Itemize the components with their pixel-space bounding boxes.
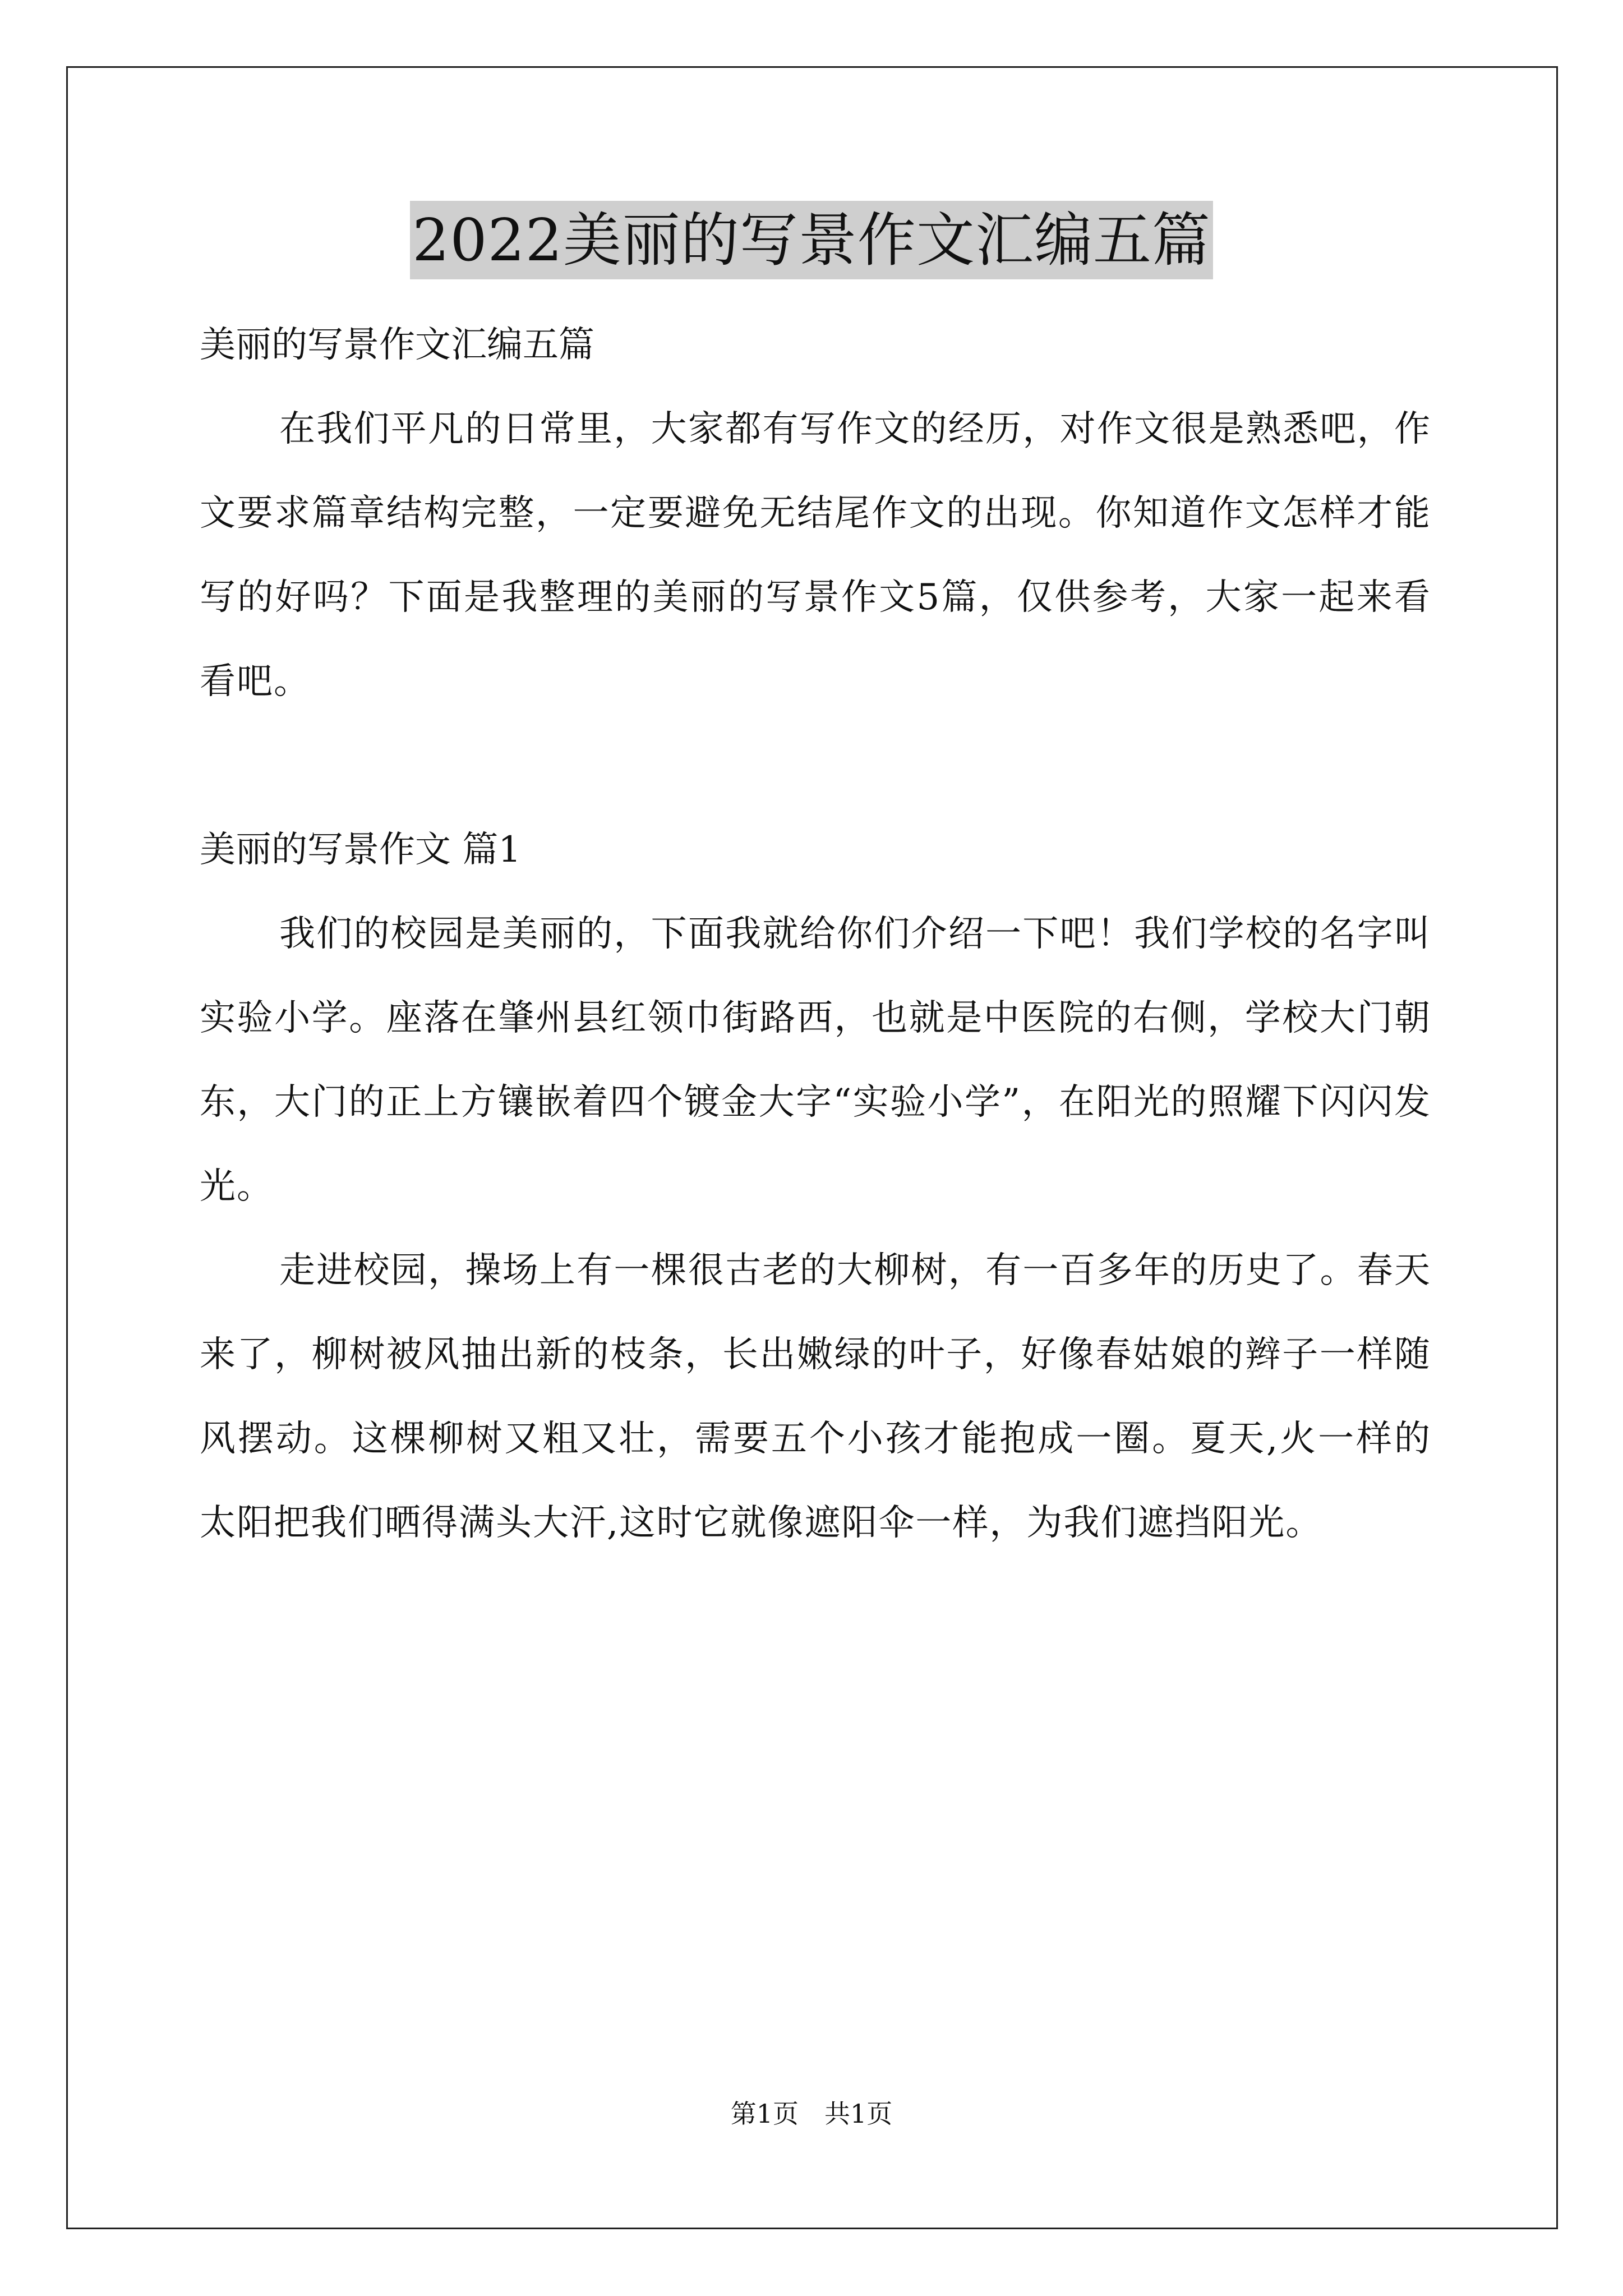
page-footer: 第1页 共1页 <box>730 2099 893 2129</box>
body-paragraph: 我们的校园是美丽的，下面我就给你们介绍一下吧！我们学校的名字叫实验小学。座落在肇州县红领巾街路西，也就是中医院的右侧，学校大门朝东，大门的正上方镶嵌着四个镀金大字“实验小学”，在阳光的照耀下闪闪发光。 <box>200 913 1431 1207</box>
intro-paragraph: 在我们平凡的日常里，大家都有写作文的经历，对作文很是熟悉吧，作文要求篇章结构完整，一定要避免无结尾作文的出现。你知道作文怎样才能写的好吗？下面是我整理的美丽的写景作文5篇，仅供参考，大家一起来看看吧。 <box>200 408 1431 702</box>
document-subtitle: 美丽的写景作文汇编五篇 <box>200 324 594 366</box>
title-container <box>0 201 1623 279</box>
section-spacer <box>200 724 1431 808</box>
section-heading: 美丽的写景作文 篇1 <box>200 829 522 871</box>
body-paragraph: 走进校园，操场上有一棵很古老的大柳树，有一百多年的历史了。春天来了，柳树被风抽出新的枝条，长出嫩绿的叶子，好像春姑娘的辫子一样随风摆动。这棵柳树又粗又壮，需要五个小孩才能抱成一圈。夏天,火一样的太阳把我们晒得满头大汗,这时它就像遮阳伞一样，为我们遮挡阳光。 <box>200 1250 1431 1544</box>
document-title: 2022美丽的写景作文汇编五篇 <box>410 201 1213 279</box>
document-body <box>200 303 1431 1565</box>
